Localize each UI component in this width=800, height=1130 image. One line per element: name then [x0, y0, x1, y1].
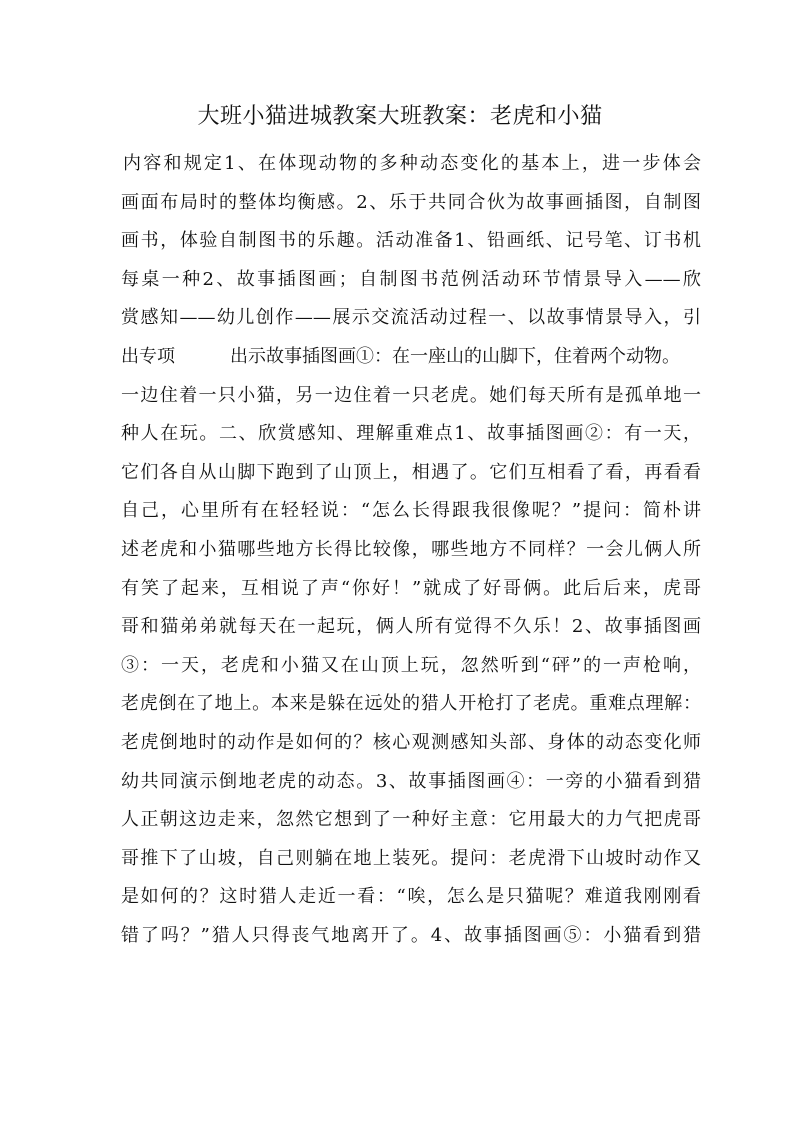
body-line-6-part-1: 出专项 — [121, 345, 175, 367]
body-line-4: 每桌一种2、故事插图画；自制图书范例活动环节情景导入——欣 — [121, 268, 701, 290]
body-line-12: 有笑了起来，互相说了声“你好！”就成了好哥俩。此后后来，虎哥 — [121, 577, 701, 599]
body-line-21: 错了吗？”猎人只得丧气地离开了。4、故事插图画⑤：小猫看到猎 — [121, 924, 701, 946]
body-line-18: 人正朝这边走来，忽然它想到了一种好主意：它用最大的力气把虎哥 — [121, 809, 701, 831]
body-line-16: 老虎倒地时的动作是如何的？核心观测感知头部、身体的动态变化师 — [121, 731, 701, 753]
document-body — [121, 145, 701, 955]
body-line-6 — [121, 338, 701, 377]
body-line-3: 画书，体验自制图书的乐趣。活动准备1、铅画纸、记号笔、订书机 — [121, 230, 701, 252]
body-line-2: 画面布局时的整体均衡感。2、乐于共同合伙为故事画插图，自制图 — [121, 191, 701, 213]
body-line-11: 述老虎和小猫哪些地方长得比较像，哪些地方不同样？一会儿俩人所 — [121, 538, 701, 560]
body-line-10: 自己，心里所有在轻轻说：“怎么长得跟我很像呢？”提问：简朴讲 — [121, 500, 701, 522]
body-line-1: 内容和规定1、在体现动物的多种动态变化的基本上，进一步体会 — [123, 153, 701, 174]
body-line-19: 哥推下了山坡，自己则躺在地上装死。提问：老虎滑下山坡时动作又 — [121, 847, 701, 869]
body-line-7: 一边住着一只小猫，另一边住着一只老虎。她们每天所有是孤单地一 — [121, 384, 701, 406]
body-line-20: 是如何的？这时猎人走近一看：“唉，怎么是只猫呢？难道我刚刚看 — [121, 886, 701, 908]
body-line-8: 种人在玩。二、欣赏感知、理解重难点1、故事插图画②：有一天， — [121, 423, 701, 445]
body-line-5: 赏感知——幼儿创作——展示交流活动过程一、以故事情景导入，引 — [121, 307, 701, 329]
body-line-17: 幼共同演示倒地老虎的动态。3、故事插图画④：一旁的小猫看到猎 — [121, 770, 701, 792]
body-line-6-part-2: 出示故事插图画①：在一座山的山脚下，住着两个动物。 — [230, 345, 680, 367]
body-line-9: 它们各自从山脚下跑到了山顶上，相遇了。它们互相看了看，再看看 — [121, 461, 701, 483]
body-line-13: 哥和猫弟弟就每天在一起玩，俩人所有觉得不久乐！2、故事插图画 — [121, 616, 701, 638]
body-line-15: 老虎倒在了地上。本来是躲在远处的猎人开枪打了老虎。重难点理解： — [121, 693, 701, 715]
body-line-14: ③：一天，老虎和小猫又在山顶上玩，忽然听到“砰”的一声枪响， — [121, 654, 701, 676]
document-title: 大班小猫进城教案大班教案：老虎和小猫 — [197, 104, 603, 129]
